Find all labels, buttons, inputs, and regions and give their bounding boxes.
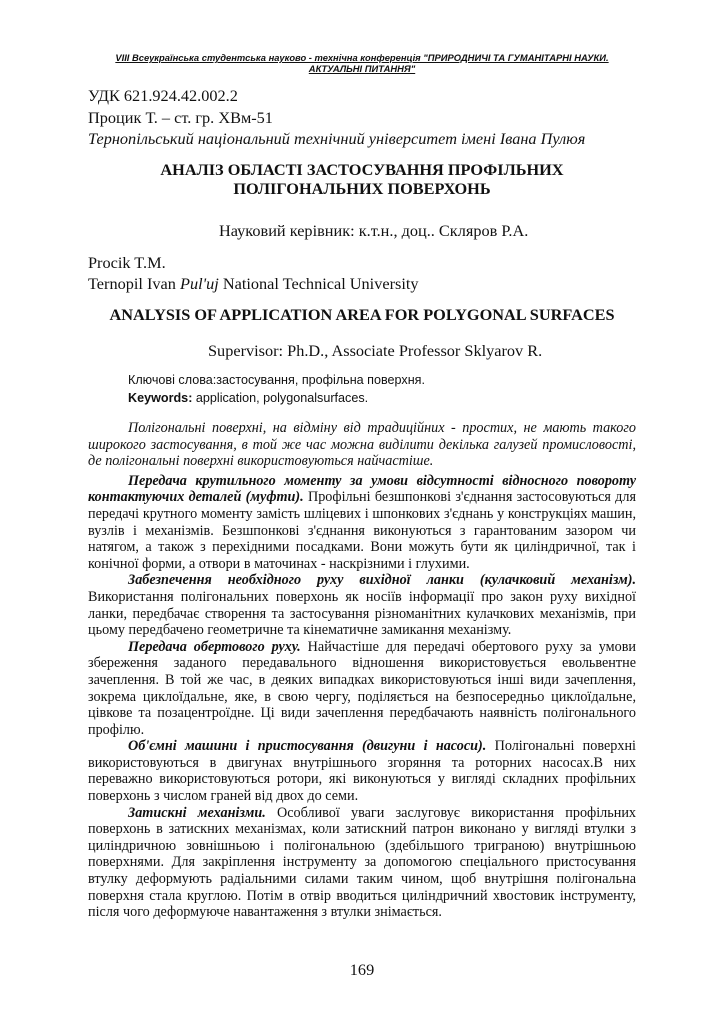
paragraph-text: Особливої уваги заслуговує використання профільних поверхонь в затискних механізмах, коли затискний патрон виконано у вигляді втулки з циліндричною зовнішньою і полігональною (здебільшого триграною) внутрішньою поверхнями. Для закріплення інструменту за допомогою спеціального пристосування втулку деформують радіальними силами таким чином, щоб внутрішня полігональна поверхня стала круглою. Потім в отвір вводиться циліндричний хвостовик інструменту, після чого деформуюче навантаження з втулки знімається. [88, 804, 637, 921]
paragraph-text: Використання полігональних поверхонь як носіїв інформації про закон руху вихідної ланки, передбачає створення та застосування різноманітних кулачкових механізмів, при цьому передбачено геометричне та кінематичне замикання механізму. [88, 588, 636, 639]
university-en-part-c: National Technical University [218, 274, 419, 293]
supervisor-ua: Науковий керівник: к.т.н., доц.. Скляров Р.А. [219, 221, 529, 240]
paragraph-text: Найчастіше для передачі обертового руху за умови збереження заданого передавального відношення використовується евольвентне зачеплення. В той же час, в деяких випадках використовуються інші види зачеплення, зокрема циклоїдальне, яке, в свою чергу, поділяється на безпосередньо циклоїдальне, цівкове та позацентроїдне. Ці види зачеплення передбачають наявність полігонального профілю. [88, 638, 636, 738]
paragraph-heading: Передача крутильного моменту за умови відсутності відносного повороту контактуючих деталей (муфти). [88, 472, 636, 506]
paragraph-heading: Об'ємні машини і пристосування (двигуни і насоси). [128, 738, 487, 755]
author-en: Procik T.M. [88, 253, 166, 272]
paragraph [88, 572, 636, 638]
title-ua [88, 160, 636, 198]
title-en: ANALYSIS OF APPLICATION AREA FOR POLYGONAL SURFACES [109, 305, 615, 324]
title-ua-line-2: ПОЛІГОНАЛЬНИХ ПОВЕРХОНЬ [233, 179, 491, 198]
paragraph-heading: Передача обертового руху. [128, 638, 301, 655]
paper-page [88, 0, 636, 1024]
university-en-part-a: Ternopil Ivan [88, 274, 180, 293]
paragraph [88, 473, 636, 573]
title-ua-line-1: АНАЛІЗ ОБЛАСТІ ЗАСТОСУВАННЯ ПРОФІЛЬНИХ [160, 160, 564, 179]
university-en-part-b: Pul'uj [180, 274, 219, 293]
paragraph [88, 639, 636, 739]
supervisor-en: Supervisor: Ph.D., Associate Professor Sklyarov R. [208, 341, 543, 360]
keywords-en-text: application, polygonalsurfaces. [192, 391, 369, 405]
university-en [88, 274, 419, 294]
page-number: 169 [349, 960, 375, 979]
abstract: Полігональні поверхні, на відміну від традиційних - простих, не мають такого широкого застосування, в той же час можна виділити декілька галузей промисловості, де полігональні поверхні використовуються найчастіше. [88, 420, 636, 470]
keywords-en-label: Keywords: [128, 391, 193, 405]
udc-code: УДК 621.924.42.002.2 [88, 86, 238, 105]
body-text [88, 420, 636, 921]
paragraph [88, 738, 636, 804]
paragraph [88, 805, 636, 921]
university-ua: Тернопільський національний технічний університет імені Івана Пулюя [88, 129, 586, 148]
paragraph-heading: Затискні механізми. [128, 804, 266, 821]
paragraph-text: Профільні безшпонкові з'єднання застосовуються для передачі крутного моменту замість шліцевих і шпонкових з'єднань у конструкціях машин, вузлів і механізмів. Безшпонкові з'єднання виконуються з гарантованим зазором чи натягом, а також з перехідними посадками. Вони можуть бути як циліндричної, так і конічної форми, а отвори в маточинах - наскрізними і глухими. [88, 489, 636, 572]
paragraph-text: Полігональні поверхні використовуються в двигунах внутрішнього згоряння та роторних насосах.В них переважно використовуються ротори, які виконуються у вигляді складних профільних поверхонь з числом граней від двох до семи. [88, 738, 637, 805]
author-ua: Процик Т. – ст. гр. ХВм-51 [88, 108, 273, 127]
paragraph-heading: Забезпечення необхідного руху вихідної ланки (кулачковий механізм). [128, 572, 636, 589]
keywords-ua: Ключові слова:застосування, профільна поверхня. [128, 373, 425, 387]
keywords-en [128, 391, 368, 405]
conference-header: VIII Всеукраїнська студентська науково - технічна конференція "ПРИРОДНИЧІ ТА ГУМАНІТАРНІ НАУКИ. АКТУАЛЬНІ ПИТАННЯ" [115, 52, 609, 74]
